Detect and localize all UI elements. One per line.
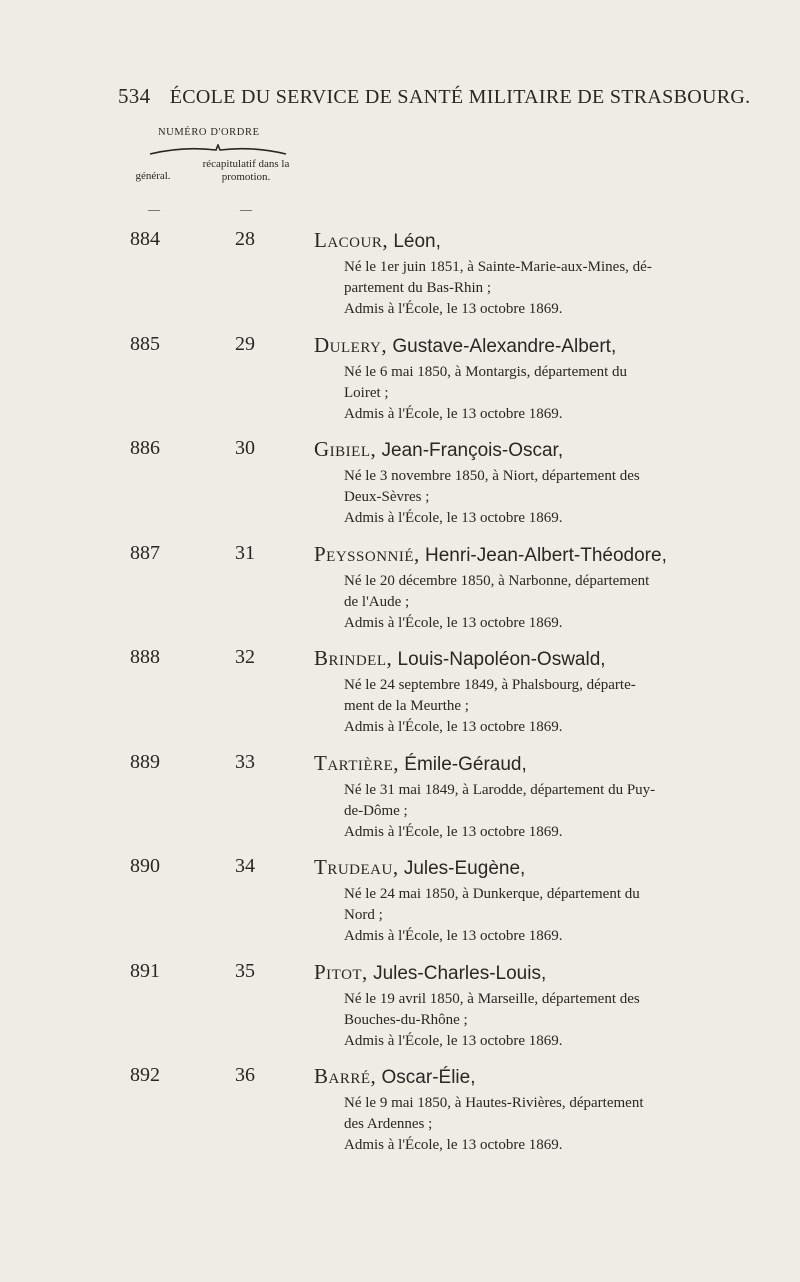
entry-surname: Lacour, bbox=[314, 228, 389, 252]
entry-given-names: Henri-Jean-Albert-Théodore, bbox=[425, 544, 667, 566]
running-head bbox=[118, 84, 751, 109]
entry-details bbox=[344, 571, 736, 634]
promotion-number: 33 bbox=[235, 750, 255, 773]
entry-birth-line: Né le 6 mai 1850, à Montargis, département du bbox=[344, 363, 627, 380]
general-number: 891 bbox=[130, 959, 160, 982]
entry-name bbox=[314, 1064, 475, 1089]
entry-details bbox=[344, 1093, 736, 1156]
entry-details bbox=[344, 675, 736, 738]
entry-name bbox=[314, 646, 606, 671]
entry-details bbox=[344, 362, 736, 425]
promotion-number: 31 bbox=[235, 541, 255, 564]
entry-given-names: Jules-Charles-Louis, bbox=[373, 962, 547, 984]
entry-admission-line: Admis à l'École, le 13 octobre 1869. bbox=[344, 1137, 563, 1153]
column-recap-dash: — bbox=[240, 202, 252, 216]
general-number: 886 bbox=[130, 437, 160, 459]
entry-name bbox=[314, 751, 527, 776]
entry-admission-line: Admis à l'École, le 13 octobre 1869. bbox=[344, 823, 563, 840]
column-group-label: NUMÉRO D'ORDRE bbox=[158, 127, 260, 138]
entry-given-names: Léon, bbox=[393, 231, 441, 252]
page-title: ÉCOLE DU SERVICE DE SANTÉ MILITAIRE DE STRASBOURG. bbox=[169, 86, 751, 108]
entry-birth-line-cont: Nord ; bbox=[344, 907, 383, 923]
entry-given-names: Émile-Géraud, bbox=[404, 753, 527, 775]
general-number: 884 bbox=[130, 228, 160, 250]
entry-name bbox=[314, 437, 563, 462]
entry-given-names: Louis-Napoléon-Oswald, bbox=[397, 649, 606, 670]
column-general-label: général. bbox=[135, 170, 171, 182]
entry-name bbox=[314, 855, 525, 880]
entry-details bbox=[344, 884, 736, 947]
entry-name bbox=[314, 542, 667, 567]
general-number: 885 bbox=[130, 332, 160, 355]
entry-birth-line-cont: partement du Bas-Rhin ; bbox=[344, 280, 492, 296]
general-number: 889 bbox=[130, 750, 160, 773]
entry-admission-line: Admis à l'École, le 13 octobre 1869. bbox=[344, 1032, 563, 1049]
promotion-number: 28 bbox=[235, 228, 255, 250]
entry-surname: Trudeau, bbox=[314, 855, 399, 879]
entry-admission-line: Admis à l'École, le 13 octobre 1869. bbox=[344, 405, 563, 422]
entry-details bbox=[344, 989, 736, 1052]
promotion-number: 29 bbox=[235, 332, 255, 355]
entry-birth-line: Né le 20 décembre 1850, à Narbonne, département bbox=[344, 572, 650, 589]
entry-surname: Tartière, bbox=[314, 750, 400, 775]
entry-birth-line: Né le 24 septembre 1849, à Phalsbourg, départe- bbox=[344, 677, 636, 693]
entry-surname: Dulery, bbox=[314, 332, 388, 357]
column-recap-label: récapitulatif dans la promotion. bbox=[202, 158, 290, 183]
entry-surname: Pitot, bbox=[314, 959, 368, 984]
entry-name bbox=[314, 228, 441, 253]
promotion-number: 35 bbox=[235, 959, 255, 982]
column-brace bbox=[148, 144, 288, 156]
entry-given-names: Gustave-Alexandre-Albert, bbox=[392, 335, 617, 357]
entry-admission-line: Admis à l'École, le 13 octobre 1869. bbox=[344, 301, 563, 317]
entry-admission-line: Admis à l'École, le 13 octobre 1869. bbox=[344, 510, 563, 526]
entry-details bbox=[344, 466, 736, 529]
column-general-dash: — bbox=[148, 202, 160, 216]
entry-surname: Peyssonnié, bbox=[314, 541, 420, 566]
entry-birth-line-cont: des Ardennes ; bbox=[344, 1116, 433, 1132]
promotion-number: 36 bbox=[235, 1064, 255, 1086]
entry-surname: Barré, bbox=[314, 1064, 377, 1088]
entry-birth-line-cont: ment de la Meurthe ; bbox=[344, 698, 469, 714]
entry-birth-line-cont: Deux-Sèvres ; bbox=[344, 489, 430, 505]
entry-birth-line-cont: Bouches-du-Rhône ; bbox=[344, 1011, 468, 1028]
entry-given-names: Jules-Eugène, bbox=[403, 858, 526, 879]
entry-birth-line-cont: de-Dôme ; bbox=[344, 802, 408, 819]
entry-birth-line: Né le 3 novembre 1850, à Niort, département des bbox=[344, 468, 640, 484]
entry-given-names: Oscar-Élie, bbox=[381, 1067, 476, 1088]
entry-admission-line: Admis à l'École, le 13 octobre 1869. bbox=[344, 928, 563, 944]
promotion-number: 32 bbox=[235, 646, 255, 668]
entry-name bbox=[314, 333, 616, 358]
promotion-number: 30 bbox=[235, 437, 255, 459]
general-number: 887 bbox=[130, 541, 160, 564]
entry-birth-line-cont: de l'Aude ; bbox=[344, 593, 410, 610]
entry-birth-line: Né le 24 mai 1850, à Dunkerque, département du bbox=[344, 886, 640, 902]
general-number: 892 bbox=[130, 1064, 160, 1086]
promotion-number: 34 bbox=[235, 855, 255, 877]
entry-admission-line: Admis à l'École, le 13 octobre 1869. bbox=[344, 614, 563, 631]
entry-details bbox=[344, 257, 736, 320]
entry-name bbox=[314, 960, 546, 985]
entry-surname: Gibiel, bbox=[314, 437, 377, 461]
entry-details bbox=[344, 780, 736, 843]
general-number: 888 bbox=[130, 646, 160, 668]
page-number: 534 bbox=[118, 84, 151, 108]
entry-admission-line: Admis à l'École, le 13 octobre 1869. bbox=[344, 719, 563, 735]
entry-birth-line: Né le 9 mai 1850, à Hautes-Rivières, département bbox=[344, 1095, 644, 1111]
general-number: 890 bbox=[130, 855, 160, 877]
entry-birth-line: Né le 31 mai 1849, à Larodde, département du Puy- bbox=[344, 781, 656, 798]
entry-birth-line-cont: Loiret ; bbox=[344, 384, 389, 401]
entry-surname: Brindel, bbox=[314, 646, 393, 670]
entry-birth-line: Né le 19 avril 1850, à Marseille, département des bbox=[344, 990, 640, 1007]
entry-given-names: Jean-François-Oscar, bbox=[381, 440, 564, 461]
entry-birth-line: Né le 1er juin 1851, à Sainte-Marie-aux-Mines, dé- bbox=[344, 259, 652, 275]
